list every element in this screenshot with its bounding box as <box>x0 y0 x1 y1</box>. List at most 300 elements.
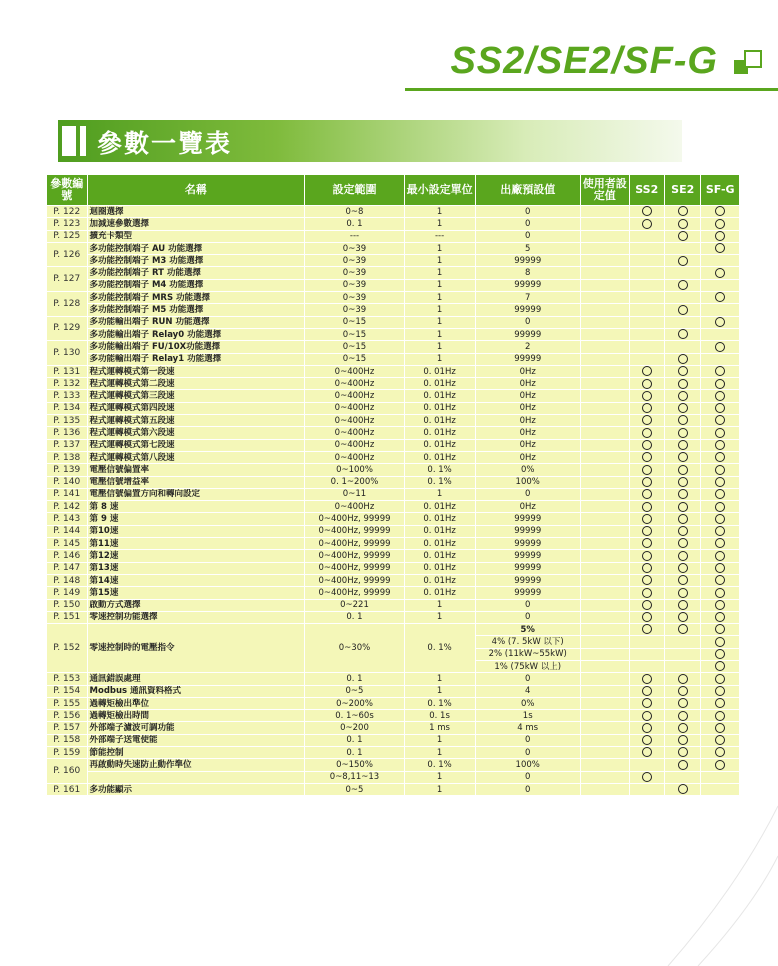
param-default: 0Hz <box>475 451 580 463</box>
circle-mark-icon <box>678 329 688 339</box>
table-row <box>47 525 740 537</box>
table-row <box>47 587 740 599</box>
circle-mark-icon <box>642 526 652 536</box>
param-default: 0Hz <box>475 402 580 414</box>
param-default: 99999 <box>475 562 580 574</box>
table-row <box>47 439 740 451</box>
param-name: 電壓信號偏置率 <box>87 464 305 476</box>
param-default: 0 <box>475 673 580 685</box>
se2-support <box>664 538 700 550</box>
param-name: 擴充卡類型 <box>87 230 305 242</box>
se2-support <box>664 759 700 771</box>
param-default: 1s <box>475 710 580 722</box>
param-name: 程式運轉模式第一段速 <box>87 365 305 377</box>
param-unit: 1 <box>404 611 475 623</box>
param-range: 0~400Hz <box>305 439 404 451</box>
param-range: 0~400Hz <box>305 378 404 390</box>
param-default: 7 <box>475 292 580 304</box>
table-row <box>47 574 740 586</box>
param-user-value <box>580 267 629 279</box>
table-row <box>47 673 740 685</box>
ss2-support <box>629 734 664 746</box>
param-user-value <box>580 328 629 340</box>
circle-mark-icon <box>715 502 725 512</box>
circle-mark-icon <box>678 760 688 770</box>
param-default: 8 <box>475 267 580 279</box>
circle-mark-icon <box>678 391 688 401</box>
se2-support <box>664 365 700 377</box>
se2-support <box>664 242 700 254</box>
se2-support <box>664 230 700 242</box>
param-default: 1% (75kW 以上) <box>475 660 580 672</box>
sfg-support <box>701 353 740 365</box>
param-range: 0~400Hz, 99999 <box>305 538 404 550</box>
param-user-value <box>580 476 629 488</box>
title-marker-icon <box>62 126 76 156</box>
circle-mark-icon <box>715 477 725 487</box>
param-user-value <box>580 550 629 562</box>
param-user-value <box>580 501 629 513</box>
circle-mark-icon <box>715 575 725 585</box>
param-unit: 0. 01Hz <box>404 378 475 390</box>
circle-mark-icon <box>715 391 725 401</box>
circle-mark-icon <box>678 526 688 536</box>
param-unit: 1 ms <box>404 722 475 734</box>
circle-mark-icon <box>642 772 652 782</box>
sfg-support <box>701 341 740 353</box>
table-row <box>47 747 740 759</box>
param-default: 0Hz <box>475 378 580 390</box>
param-unit: 1 <box>404 685 475 697</box>
param-default: 99999 <box>475 255 580 267</box>
param-unit: 0. 1% <box>404 476 475 488</box>
col-header-ss2: SS2 <box>629 175 664 206</box>
sfg-support <box>701 574 740 586</box>
param-name: 多功能控制端子 AU 功能選擇 <box>87 242 305 254</box>
circle-mark-icon <box>715 686 725 696</box>
sfg-support <box>701 673 740 685</box>
param-range: 0. 1 <box>305 218 404 230</box>
param-default: 0% <box>475 464 580 476</box>
param-name: 通訊錯誤處理 <box>87 673 305 685</box>
se2-support <box>664 550 700 562</box>
sfg-support <box>701 771 740 783</box>
param-default: 2 <box>475 341 580 353</box>
param-default: 0 <box>475 611 580 623</box>
circle-mark-icon <box>642 588 652 598</box>
se2-support <box>664 316 700 328</box>
sfg-support <box>701 587 740 599</box>
parameter-table <box>46 174 740 796</box>
param-default: 99999 <box>475 353 580 365</box>
param-unit: 1 <box>404 316 475 328</box>
param-unit: 0. 01Hz <box>404 390 475 402</box>
param-user-value <box>580 722 629 734</box>
param-user-value <box>580 636 629 648</box>
param-range: 0~200 <box>305 722 404 734</box>
col-header-user: 使用者設定值 <box>580 175 629 206</box>
ss2-support <box>629 328 664 340</box>
table-row <box>47 538 740 550</box>
param-name: 多功能控制端子 MRS 功能選擇 <box>87 292 305 304</box>
param-user-value <box>580 316 629 328</box>
param-unit: 1 <box>404 328 475 340</box>
param-name: 第14速 <box>87 574 305 586</box>
sfg-support <box>701 513 740 525</box>
param-name: 多功能控制端子 M4 功能選擇 <box>87 279 305 291</box>
param-unit: 0. 01Hz <box>404 525 475 537</box>
circle-mark-icon <box>715 231 725 241</box>
param-range: 0~15 <box>305 328 404 340</box>
param-name: Modbus 通訊資料格式 <box>87 685 305 697</box>
param-unit: 1 <box>404 734 475 746</box>
se2-support <box>664 267 700 279</box>
param-user-value <box>580 759 629 771</box>
param-unit: 0. 01Hz <box>404 365 475 377</box>
circle-mark-icon <box>678 502 688 512</box>
circle-mark-icon <box>678 415 688 425</box>
param-default: 99999 <box>475 550 580 562</box>
table-row <box>47 230 740 242</box>
table-row <box>47 734 740 746</box>
param-default: 2% (11kW~55kW) <box>475 648 580 660</box>
circle-mark-icon <box>678 600 688 610</box>
circle-mark-icon <box>678 206 688 216</box>
circle-mark-icon <box>678 280 688 290</box>
circle-mark-icon <box>715 440 725 450</box>
circle-mark-icon <box>678 723 688 733</box>
param-range: 0~400Hz, 99999 <box>305 513 404 525</box>
sfg-support <box>701 550 740 562</box>
ss2-support <box>629 464 664 476</box>
circle-mark-icon <box>678 624 688 634</box>
param-unit: 0. 01Hz <box>404 550 475 562</box>
se2-support <box>664 599 700 611</box>
param-range: 0~39 <box>305 304 404 316</box>
sfg-support <box>701 415 740 427</box>
table-row <box>47 341 740 353</box>
sfg-support <box>701 710 740 722</box>
se2-support <box>664 771 700 783</box>
param-unit: 1 <box>404 292 475 304</box>
se2-support <box>664 279 700 291</box>
circle-mark-icon <box>715 514 725 524</box>
table-row <box>47 550 740 562</box>
sfg-support <box>701 636 740 648</box>
param-range: 0. 1 <box>305 673 404 685</box>
table-row <box>47 624 740 636</box>
circle-mark-icon <box>678 735 688 745</box>
ss2-support <box>629 747 664 759</box>
table-row <box>47 611 740 623</box>
title-marker-icon-2 <box>80 126 86 156</box>
circle-mark-icon <box>678 686 688 696</box>
param-default: 0Hz <box>475 415 580 427</box>
param-range: 0~15 <box>305 341 404 353</box>
table-row <box>47 415 740 427</box>
param-name: 程式運轉模式第七段速 <box>87 439 305 451</box>
ss2-support <box>629 710 664 722</box>
brand-square-icon <box>734 50 760 76</box>
circle-mark-icon <box>715 292 725 302</box>
circle-mark-icon <box>715 415 725 425</box>
table-row <box>47 365 740 377</box>
param-range: 0~400Hz <box>305 501 404 513</box>
param-unit: 1 <box>404 488 475 500</box>
se2-support <box>664 476 700 488</box>
param-number: P. 133 <box>47 390 88 402</box>
param-number: P. 123 <box>47 218 88 230</box>
param-unit: 0. 01Hz <box>404 587 475 599</box>
table-row <box>47 771 740 783</box>
se2-support <box>664 206 700 218</box>
sfg-support <box>701 378 740 390</box>
param-name: 零速控制時的電壓指令 <box>87 624 305 673</box>
circle-mark-icon <box>715 366 725 376</box>
circle-mark-icon <box>642 379 652 389</box>
circle-mark-icon <box>715 661 725 671</box>
circle-mark-icon <box>715 723 725 733</box>
circle-mark-icon <box>715 747 725 757</box>
circle-mark-icon <box>642 391 652 401</box>
param-number: P. 155 <box>47 697 88 709</box>
ss2-support <box>629 611 664 623</box>
sfg-support <box>701 304 740 316</box>
circle-mark-icon <box>678 674 688 684</box>
circle-mark-icon <box>642 686 652 696</box>
param-default: 0 <box>475 771 580 783</box>
param-default: 0 <box>475 599 580 611</box>
param-user-value <box>580 427 629 439</box>
sfg-support <box>701 648 740 660</box>
param-user-value <box>580 599 629 611</box>
sfg-support <box>701 697 740 709</box>
param-name: 程式運轉模式第六段速 <box>87 427 305 439</box>
se2-support <box>664 673 700 685</box>
param-unit: 1 <box>404 341 475 353</box>
param-default: 99999 <box>475 304 580 316</box>
sfg-support <box>701 230 740 242</box>
param-default: 99999 <box>475 538 580 550</box>
ss2-support <box>629 415 664 427</box>
circle-mark-icon <box>642 624 652 634</box>
param-unit: 0. 01Hz <box>404 451 475 463</box>
param-number: P. 157 <box>47 722 88 734</box>
sfg-support <box>701 722 740 734</box>
se2-support <box>664 218 700 230</box>
param-user-value <box>580 747 629 759</box>
se2-support <box>664 353 700 365</box>
circle-mark-icon <box>678 379 688 389</box>
se2-support <box>664 451 700 463</box>
circle-mark-icon <box>678 366 688 376</box>
ss2-support <box>629 427 664 439</box>
circle-mark-icon <box>642 366 652 376</box>
param-unit: 0. 1% <box>404 624 475 673</box>
param-range: 0~400Hz, 99999 <box>305 587 404 599</box>
circle-mark-icon <box>678 514 688 524</box>
circle-mark-icon <box>642 735 652 745</box>
param-number: P. 143 <box>47 513 88 525</box>
ss2-support <box>629 722 664 734</box>
param-number: P. 129 <box>47 316 88 341</box>
param-default: 99999 <box>475 513 580 525</box>
param-range: 0. 1 <box>305 747 404 759</box>
circle-mark-icon <box>678 563 688 573</box>
param-number: P. 159 <box>47 747 88 759</box>
se2-support <box>664 255 700 267</box>
table-row <box>47 328 740 340</box>
circle-mark-icon <box>642 403 652 413</box>
se2-support <box>664 439 700 451</box>
ss2-support <box>629 562 664 574</box>
param-default: 99999 <box>475 574 580 586</box>
param-name: 過轉矩檢出時間 <box>87 710 305 722</box>
param-name: 第 9 速 <box>87 513 305 525</box>
circle-mark-icon <box>642 575 652 585</box>
table-row <box>47 242 740 254</box>
circle-mark-icon <box>715 526 725 536</box>
param-name <box>87 771 305 783</box>
circle-mark-icon <box>678 612 688 622</box>
param-name: 迴圈選擇 <box>87 206 305 218</box>
param-user-value <box>580 771 629 783</box>
param-user-value <box>580 562 629 574</box>
param-default: 5% <box>475 624 580 636</box>
param-range: 0~8 <box>305 206 404 218</box>
param-range: 0~39 <box>305 255 404 267</box>
circle-mark-icon <box>678 747 688 757</box>
col-header-range: 設定範圍 <box>305 175 404 206</box>
sfg-support <box>701 759 740 771</box>
sfg-support <box>701 525 740 537</box>
sfg-support <box>701 279 740 291</box>
table-row <box>47 390 740 402</box>
param-unit: 0. 01Hz <box>404 427 475 439</box>
param-name: 外部端子濾波可調功能 <box>87 722 305 734</box>
circle-mark-icon <box>642 502 652 512</box>
circle-mark-icon <box>642 514 652 524</box>
param-number: P. 156 <box>47 710 88 722</box>
circle-mark-icon <box>715 649 725 659</box>
circle-mark-icon <box>642 674 652 684</box>
table-row <box>47 476 740 488</box>
param-user-value <box>580 242 629 254</box>
ss2-support <box>629 624 664 636</box>
param-user-value <box>580 206 629 218</box>
param-name: 節能控制 <box>87 747 305 759</box>
col-header-unit: 最小設定單位 <box>404 175 475 206</box>
table-row <box>47 513 740 525</box>
sfg-support <box>701 747 740 759</box>
circle-mark-icon <box>715 538 725 548</box>
ss2-support <box>629 648 664 660</box>
param-name: 外部端子送電使能 <box>87 734 305 746</box>
param-range: 0~39 <box>305 292 404 304</box>
circle-mark-icon <box>715 428 725 438</box>
param-number: P. 125 <box>47 230 88 242</box>
param-unit: 1 <box>404 771 475 783</box>
sfg-support <box>701 365 740 377</box>
circle-mark-icon <box>642 551 652 561</box>
circle-mark-icon <box>642 612 652 622</box>
param-number: P. 126 <box>47 242 88 267</box>
param-unit: 0. 01Hz <box>404 538 475 550</box>
param-name: 多功能顯示 <box>87 783 305 795</box>
se2-support <box>664 402 700 414</box>
se2-support <box>664 574 700 586</box>
sfg-support <box>701 242 740 254</box>
param-number: P. 131 <box>47 365 88 377</box>
circle-mark-icon <box>642 415 652 425</box>
ss2-support <box>629 660 664 672</box>
param-range: 0. 1 <box>305 611 404 623</box>
param-range: 0~100% <box>305 464 404 476</box>
sfg-support <box>701 439 740 451</box>
param-name: 多功能輸出端子 Relay0 功能選擇 <box>87 328 305 340</box>
circle-mark-icon <box>678 465 688 475</box>
param-user-value <box>580 439 629 451</box>
circle-mark-icon <box>642 723 652 733</box>
param-default: 0Hz <box>475 501 580 513</box>
ss2-support <box>629 476 664 488</box>
param-unit: --- <box>404 230 475 242</box>
table-row <box>47 488 740 500</box>
circle-mark-icon <box>678 477 688 487</box>
circle-mark-icon <box>642 452 652 462</box>
param-default: 0 <box>475 734 580 746</box>
param-unit: 0. 1% <box>404 697 475 709</box>
circle-mark-icon <box>715 637 725 647</box>
param-unit: 1 <box>404 673 475 685</box>
param-default: 0 <box>475 747 580 759</box>
table-row <box>47 255 740 267</box>
circle-mark-icon <box>642 538 652 548</box>
se2-support <box>664 390 700 402</box>
ss2-support <box>629 242 664 254</box>
circle-mark-icon <box>642 563 652 573</box>
param-unit: 1 <box>404 783 475 795</box>
table-row <box>47 206 740 218</box>
se2-support <box>664 488 700 500</box>
param-range: 0~15 <box>305 316 404 328</box>
param-range: 0~400Hz <box>305 402 404 414</box>
sfg-support <box>701 218 740 230</box>
param-unit: 0. 01Hz <box>404 402 475 414</box>
param-range: 0~39 <box>305 279 404 291</box>
param-default: 0 <box>475 488 580 500</box>
se2-support <box>664 328 700 340</box>
param-number: P. 140 <box>47 476 88 488</box>
param-range: 0~400Hz <box>305 427 404 439</box>
ss2-support <box>629 685 664 697</box>
param-number: P. 130 <box>47 341 88 366</box>
param-user-value <box>580 365 629 377</box>
param-unit: 0. 01Hz <box>404 501 475 513</box>
param-number: P. 147 <box>47 562 88 574</box>
ss2-support <box>629 390 664 402</box>
param-number: P. 150 <box>47 599 88 611</box>
se2-support <box>664 501 700 513</box>
sfg-support <box>701 538 740 550</box>
table-row <box>47 292 740 304</box>
param-unit: 1 <box>404 279 475 291</box>
param-user-value <box>580 574 629 586</box>
param-range: 0~400Hz, 99999 <box>305 525 404 537</box>
param-name: 第 8 速 <box>87 501 305 513</box>
param-user-value <box>580 624 629 636</box>
se2-support <box>664 624 700 636</box>
